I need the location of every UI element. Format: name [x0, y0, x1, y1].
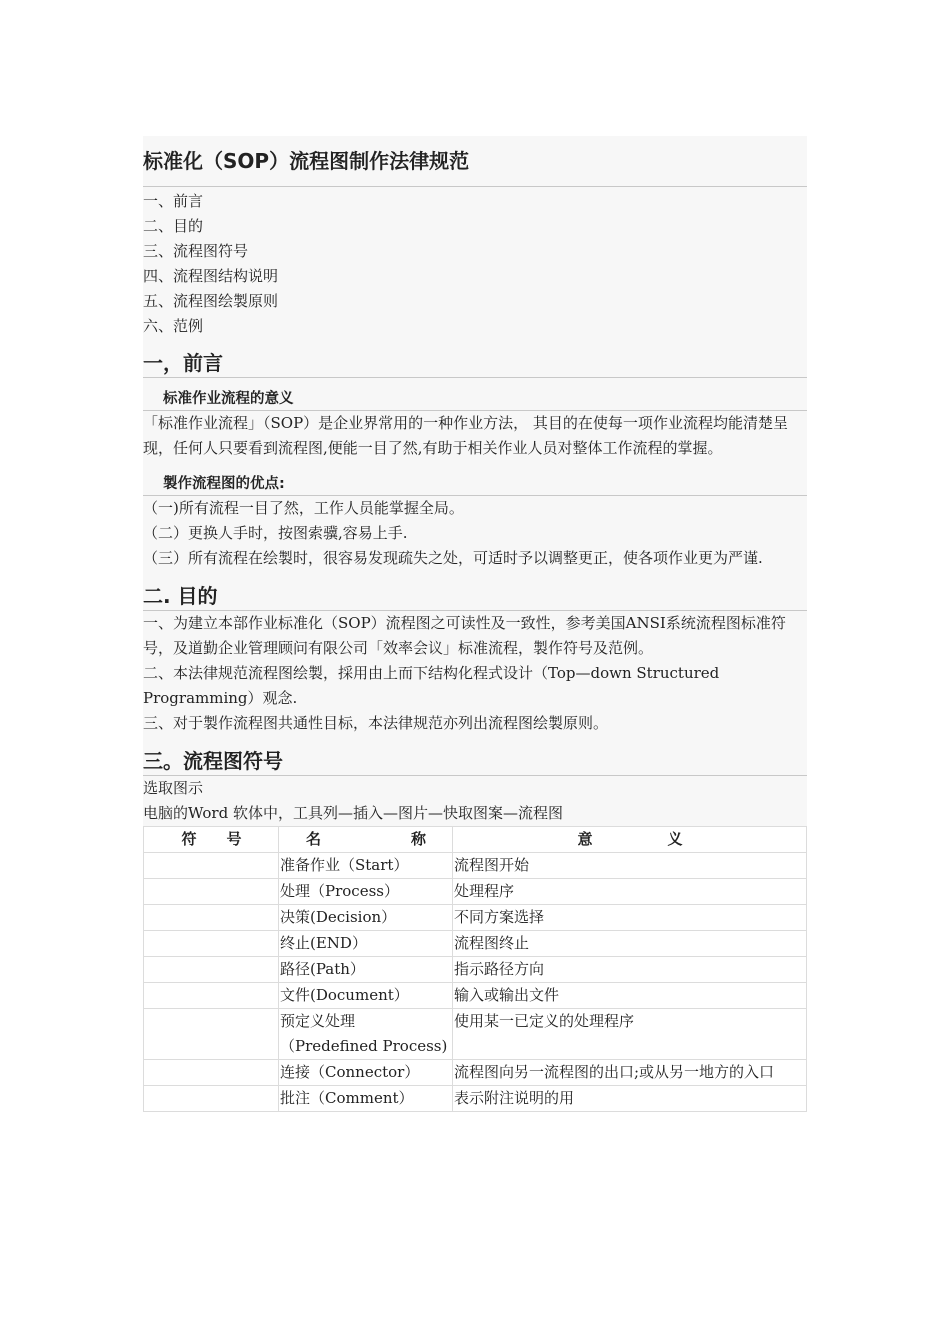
section-heading-purpose: 二. 目的	[143, 582, 807, 611]
toc-item: 四、流程图结构说明	[143, 267, 279, 285]
advantage-item: （二）更换人手时，按图索骥,容易上手.	[143, 524, 408, 542]
meaning-cell: 流程图开始	[453, 853, 807, 879]
table-row	[144, 983, 807, 1009]
name-cell: 准备作业（Start）	[279, 853, 453, 879]
toc-item: 五、流程图绘製原则	[143, 292, 279, 310]
meaning-cell: 流程图终止	[453, 931, 807, 957]
table-row	[144, 853, 807, 879]
meaning-cell: 表示附注说明的用	[453, 1086, 807, 1112]
meaning-cell: 处理程序	[453, 879, 807, 905]
name-cell: 批注（Comment）	[279, 1086, 453, 1112]
symbols-line: 电脑的Word 软体中，工具列—插入—图片—快取图案—流程图	[143, 804, 563, 822]
flowchart-symbol-table	[143, 826, 807, 1112]
toc-item: 六、范例	[143, 317, 204, 335]
advantage-item: （一)所有流程一目了然，工作人员能掌握全局。	[143, 499, 464, 517]
document-title: 标准化（SOP）流程图制作法律规范	[143, 136, 807, 187]
table-row	[144, 957, 807, 983]
document-page	[143, 136, 807, 1112]
symbol-cell	[144, 853, 279, 879]
meaning-cell: 不同方案选择	[453, 905, 807, 931]
symbols-line: 选取图示	[143, 779, 204, 797]
symbol-cell	[144, 957, 279, 983]
name-cell: 处理（Process）	[279, 879, 453, 905]
name-cell: 决策(Decision）	[279, 905, 453, 931]
name-cell: 连接（Connector）	[279, 1060, 453, 1086]
table-of-contents	[143, 187, 807, 339]
table-row	[144, 1086, 807, 1112]
column-header-meaning: 意 义	[453, 827, 807, 853]
subheading-sop-meaning: 标准作业流程的意义	[143, 388, 807, 411]
name-cell: 终止(END）	[279, 931, 453, 957]
symbol-cell	[144, 931, 279, 957]
symbol-cell	[144, 983, 279, 1009]
meaning-cell: 使用某一已定义的处理程序	[453, 1009, 807, 1060]
table-header-row	[144, 827, 807, 853]
column-header-name: 名 称	[279, 827, 453, 853]
subheading-advantages: 製作流程图的优点:	[143, 473, 807, 496]
symbol-cell	[144, 905, 279, 931]
name-cell: 路径(Path）	[279, 957, 453, 983]
section-heading-symbols: 三。流程图符号	[143, 747, 807, 776]
name-cell: 文件(Document）	[279, 983, 453, 1009]
purpose-paragraph: 一、为建立本部作业标准化（SOP）流程图之可读性及一致性，参考美国ANSI系统流程图标准符号，及道勤企业管理顾问有限公司「效率会议」标准流程，製作符号及范例。	[143, 614, 786, 657]
toc-item: 一、前言	[143, 192, 204, 210]
meaning-cell: 指示路径方向	[453, 957, 807, 983]
toc-item: 三、流程图符号	[143, 242, 249, 260]
symbol-cell	[144, 1060, 279, 1086]
table-row	[144, 1009, 807, 1060]
name-cell: 预定义处理（Predefined Process)	[279, 1009, 453, 1060]
symbol-cell	[144, 1009, 279, 1060]
section-heading-preface: 一，前言	[143, 349, 807, 378]
table-row	[144, 1060, 807, 1086]
column-header-symbol: 符 号	[144, 827, 279, 853]
meaning-cell: 输入或输出文件	[453, 983, 807, 1009]
symbol-cell	[144, 1086, 279, 1112]
toc-item: 二、目的	[143, 217, 204, 235]
paragraph-sop-meaning: 「标准作业流程」（SOP）是企业界常用的一种作业方法， 其目的在使每一项作业流程均能清楚呈现，任何人只要看到流程图,便能一目了然,有助于相关作业人员对整体工作流程的掌握。	[143, 414, 788, 457]
symbol-cell	[144, 879, 279, 905]
purpose-paragraph: 三、对于製作流程图共通性目标，本法律规范亦列出流程图绘製原则。	[143, 714, 609, 732]
table-row	[144, 905, 807, 931]
advantage-item: （三）所有流程在绘製时，很容易发现疏失之处，可适时予以调整更正，使各项作业更为严谨.	[143, 549, 763, 567]
meaning-cell: 流程图向另一流程图的出口;或从另一地方的入口	[453, 1060, 807, 1086]
table-row	[144, 931, 807, 957]
table-row	[144, 879, 807, 905]
purpose-paragraph: 二、本法律规范流程图绘製，採用由上而下结构化程式设计（Top—down Structured Programming）观念.	[143, 664, 720, 707]
